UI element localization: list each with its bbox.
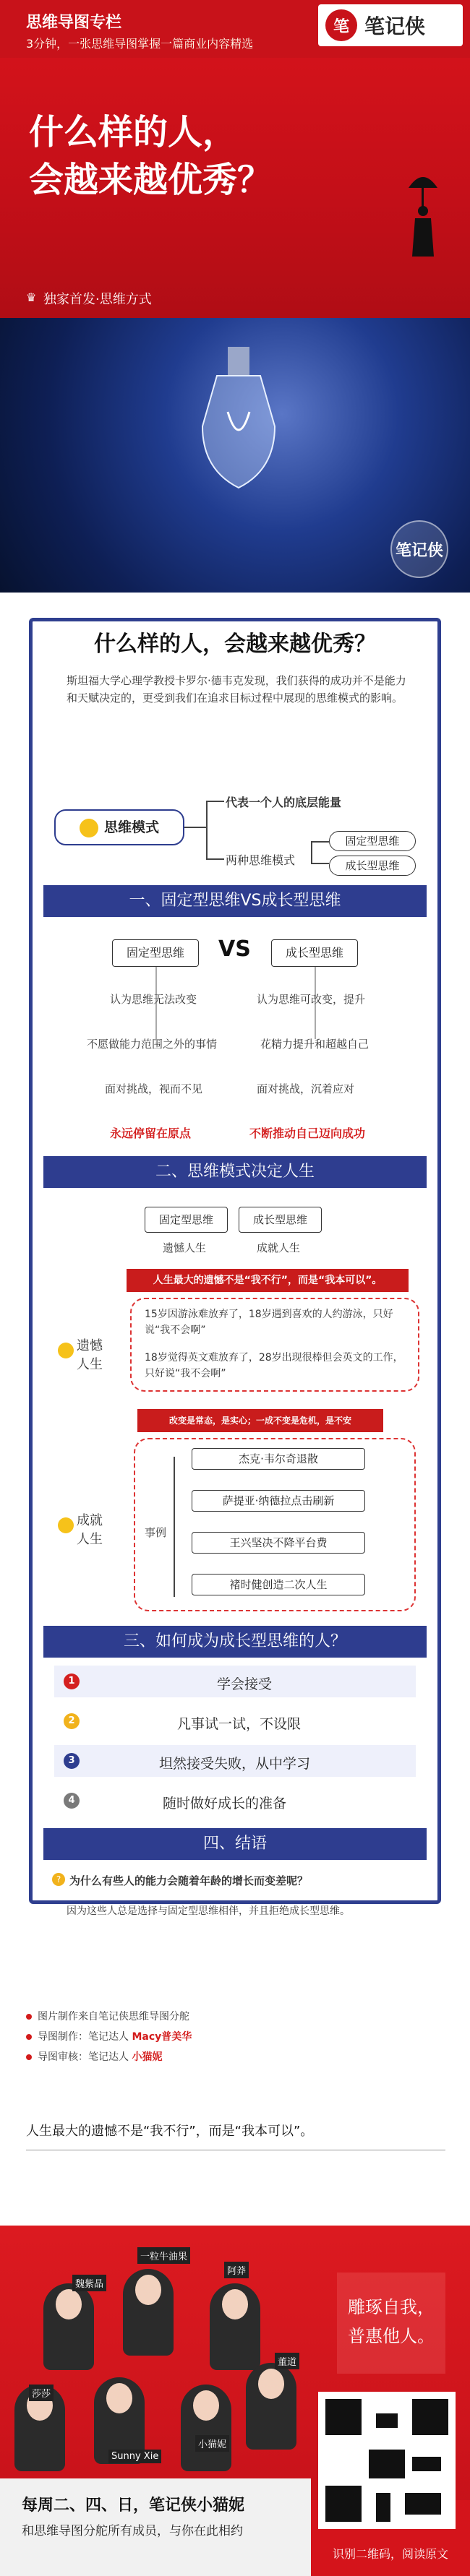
connector (311, 841, 329, 843)
root-node (54, 809, 184, 845)
fixed-box: 固定型思维 (145, 1207, 228, 1233)
connector (206, 858, 224, 860)
fixed-item: 面对挑战，视而不见 (105, 1082, 203, 1095)
logo-name: 笔记侠 (364, 14, 426, 38)
growth-result: 不断推动自己迈向成功 (249, 1127, 366, 1140)
regret-life-caption: 遗憾人生 (163, 1241, 207, 1254)
step-text: 凡事试一试，不设限 (177, 1716, 302, 1732)
example-item: 褚时健创造二次人生 (192, 1574, 365, 1595)
section-1-banner: 一、固定型思维VS成长型思维 (43, 885, 427, 917)
bullet-icon (26, 2054, 32, 2060)
growth-item: 面对挑战，沉着应对 (257, 1082, 355, 1095)
growth-item: 花精力提升和超越自己 (260, 1038, 369, 1051)
headline-line1: 什么样的人， (29, 112, 238, 152)
member-name: 小猫妮 (195, 2435, 229, 2452)
watermark-seal: 笔记侠 (390, 520, 448, 578)
step-text: 坦然接受失败，从中学习 (159, 1756, 311, 1772)
headline (29, 108, 272, 204)
hero-header (0, 0, 470, 318)
credit-maker (26, 2029, 192, 2043)
column-title: 思维导图专栏 (26, 14, 122, 32)
team-member (246, 2363, 296, 2450)
root-label: 思维模式 (103, 819, 159, 835)
member-name: 一粒牛油果 (137, 2247, 190, 2264)
bullet-icon (26, 2014, 32, 2020)
growth-item: 认为思维可改变，提升 (257, 993, 366, 1006)
regret-bulb-icon (58, 1343, 74, 1358)
footer-line2: 和思维导图分舵所有成员，与你在此相约 (22, 2524, 243, 2538)
member-name: 魏紫晶 (72, 2275, 106, 2291)
lightbulb-photo (0, 318, 470, 593)
lightbulb-small-icon (80, 819, 98, 837)
tagline: 独家首发·思维方式 (43, 292, 152, 307)
section-3-banner: 三、如何成为成长型思维的人？ (43, 1626, 427, 1658)
logo-seal-icon: 笔 (325, 9, 357, 41)
regret-banner: 人生最大的遗憾不是“我不行”，而是“我本可以”。 (127, 1269, 409, 1292)
example-item: 杰克·韦尔奇退散 (192, 1448, 365, 1470)
credit-reviewer (26, 2049, 162, 2064)
brand-logo (318, 4, 463, 46)
credit-name: Macy普美华 (132, 2031, 192, 2043)
conclusion-answer: 因为这些人总是选择与固定型思维相伴，并且拒绝成长型思维。 (67, 1905, 350, 1917)
slogan (337, 2273, 445, 2374)
success-bulb-icon (58, 1517, 74, 1533)
member-name: Sunny Xie (108, 2450, 161, 2463)
change-banner: 改变是常态，是实心；一成不变是危机，是不安 (137, 1409, 383, 1432)
footer-line1: 每周二、四、日，笔记侠小猫妮 (22, 2497, 245, 2515)
step-number: 3 (64, 1753, 80, 1769)
growth-box: 成长型思维 (239, 1207, 322, 1233)
fixed-head: 固定型思维 (112, 939, 199, 967)
regret-case: 15岁因游泳难放弃了，18岁遇到喜欢的人约游泳，只好说“我不会啊” (145, 1309, 393, 1336)
step-number: 4 (64, 1793, 80, 1809)
fixed-item: 不愿做能力范围之外的事情 (87, 1038, 218, 1051)
regret-case: 18岁觉得英文难放弃了，28岁出现很棒但会英文的工作，只好说“我不会啊” (145, 1352, 403, 1379)
member-name: 莎莎 (29, 2385, 54, 2401)
conclusion-question: 为什么有些人的能力会随着年龄的增长而变差呢？ (69, 1874, 309, 1887)
connector (311, 863, 329, 864)
footer-info-bar (0, 2478, 311, 2576)
success-label: 成就人生 (77, 1513, 103, 1547)
team-member (43, 2283, 94, 2370)
connector (206, 801, 224, 802)
credit-text: 导图制作：笔记达人 (38, 2031, 129, 2043)
example-label: 事例 (145, 1526, 167, 1539)
member-name: 董道 (275, 2353, 299, 2369)
vs-label: VS (218, 936, 251, 962)
umbrella-figure-icon (405, 166, 441, 260)
team-member (181, 2385, 231, 2471)
root-definition: 代表一个人的底层能量 (226, 796, 342, 809)
headline-line2: 会越来越优秀？ (29, 160, 273, 200)
regret-label: 遗憾人生 (77, 1338, 103, 1372)
slogan-line: 雕琢自我， (348, 2297, 435, 2317)
growth-head: 成长型思维 (271, 939, 358, 967)
question-icon: ? (52, 1873, 65, 1886)
two-kinds-label: 两种思维模式 (226, 853, 296, 867)
connector (206, 801, 208, 858)
connector (174, 1457, 175, 1597)
lightbulb-icon (188, 347, 289, 491)
bullet-icon (26, 2034, 32, 2040)
crown-icon: ♛ (26, 290, 37, 304)
team-member (123, 2269, 174, 2356)
mindmap-title: 什么样的人，会越来越优秀？ (94, 632, 376, 657)
example-item: 萨提亚·纳德拉点击刷新 (192, 1490, 365, 1512)
fixed-item: 认为思维无法改变 (110, 993, 197, 1006)
credit-text: 导图审核：笔记达人 (38, 2051, 129, 2063)
credit-name: 小猫妮 (132, 2051, 163, 2063)
team-member (210, 2283, 260, 2370)
member-name: 阿莽 (224, 2262, 249, 2278)
credit-text: 图片制作来自笔记侠思维导图分舵 (38, 2011, 189, 2023)
growth-mindset-node: 成长型思维 (329, 856, 416, 876)
closing-quote: 人生最大的遗憾不是“我不行”，而是“我本可以”。 (26, 2121, 445, 2150)
slogan-line: 普惠他人。 (348, 2326, 435, 2346)
step-text: 学会接受 (217, 1676, 273, 1692)
fixed-mindset-node: 固定型思维 (329, 831, 416, 851)
qr-caption: 识别二维码，阅读原文 (332, 2547, 448, 2561)
credit-source (26, 2009, 189, 2023)
fixed-result: 永远停留在原点 (110, 1127, 192, 1140)
section-4-banner: 四、结语 (43, 1828, 427, 1860)
step-number: 2 (64, 1713, 80, 1729)
qr-code[interactable] (318, 2392, 456, 2529)
success-life-caption: 成就人生 (257, 1241, 301, 1254)
column-subtitle: 3分钟，一张思维导图掌握一篇商业内容精选 (26, 37, 254, 51)
step-number: 1 (64, 1673, 80, 1689)
section-2-banner: 二、思维模式决定人生 (43, 1156, 427, 1188)
example-item: 王兴坚决不降平台费 (192, 1532, 365, 1554)
step-text: 随时做好成长的准备 (163, 1796, 287, 1812)
connector (184, 827, 206, 828)
mindmap-intro: 斯坦福大学心理学教授卡罗尔·德韦克发现，我们获得的成功并不是能力和天赋决定的，更受到我们在追求目标过程中展现的思维模式的影响。 (67, 674, 406, 705)
connector (311, 841, 312, 863)
